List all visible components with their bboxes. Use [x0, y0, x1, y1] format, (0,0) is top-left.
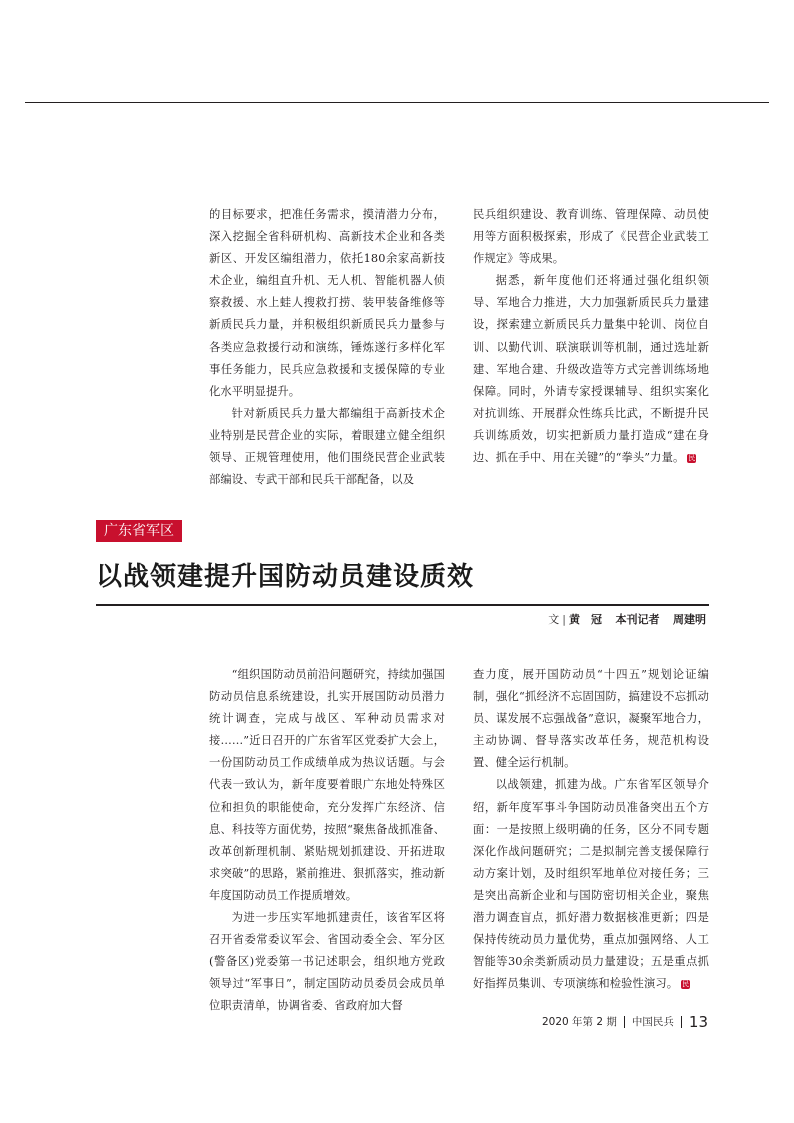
paragraph: 查力度，展开国防动员“十四五”规划论证编制，强化“抓经济不忘固国防，搞建设不忘抓动员、谋发展不忘强战备”意识，凝聚军地合力，主动协调、督导落实改革任务，规范机构设置、健全运行机制。 [473, 668, 709, 770]
paragraph: 民兵组织建设、教育训练、管理保障、动员使用等方面积极探索，形成了《民营企业武装工作规定》等成果。 [473, 208, 709, 266]
top-right-column [473, 204, 709, 469]
byline-separator: | [562, 613, 566, 626]
issue-label: 2020 年第 2 期 [541, 1016, 617, 1028]
paragraph: 针对新质民兵力量大都编组于高新技术企业特别是民营企业的实际，着眼建立健全组织领导、正规管理使用，他们围绕民营企业武装部编设、专武干部和民兵干部配备，以及 [209, 406, 445, 487]
end-mark-icon: 民 [682, 980, 690, 989]
top-left-column [209, 204, 445, 491]
byline-label: 文 [548, 613, 560, 626]
paragraph: 为进一步压实军地抓建责任，该省军区将召开省委常委议军会、省国动委全会、军分区(警备区)党委第一书记述职会，组织地方党政领导过“军事日”，制定国防动员委员会成员单位职责清单，协调省委、省政府加大督 [209, 911, 445, 1013]
magazine-name: 中国民兵 [631, 1016, 674, 1028]
article-headline: 以战领建提升国防动员建设质效 [96, 562, 475, 592]
footer-divider [624, 1016, 625, 1028]
paragraph [473, 270, 709, 469]
paragraph: “组织国防动员前沿问题研究，持续加强国防动员信息系统建设，扎实开展国防动员潜力统计调查，完成与战区、军种动员需求对接……”近日召开的广东省军区党委扩大会上，一份国防动员工作成绩单成为热议话题。与会代表一致认为，新年度要着眼广东地处特殊区位和担负的职能使命，充分发挥广东经济、信息、科技等方面优势，按照“聚焦备战抓准备、改革创新理机制、紧贴规划抓建设、开拓进取求突破”的思路，紧前推进、狠抓落实，推动新年度国防动员工作提质增效。 [209, 668, 445, 902]
headline-rule [96, 604, 709, 606]
paragraph-text: 以战领建，抓建为战。广东省军区领导介绍，新年度军事斗争国防动员准备突出五个方面：一是按照上级明确的任务，区分不同专题深化作战问题研究；二是拟制完善支援保障行动方案计划，及时组织军地单位对接任务；三是突出高新企业和与国防密切相关企业，聚焦潜力调查盲点，抓好潜力数据核准更新；四是保持传统动员力量优势，重点加强网络、人工智能等30余类新质动员力量建设；五是重点抓好指挥员集训、专项演练和检验性演习。 [473, 778, 709, 991]
byline-reporter: 周建明 [673, 613, 706, 626]
section-tag: 广东省军区 [96, 520, 182, 542]
article-right-column [473, 664, 709, 995]
paragraph [473, 774, 709, 995]
byline-reporter-label: 本刊记者 [615, 613, 660, 626]
paragraph-text: 据悉，新年度他们还将通过强化组织领导、军地合力推进，大力加强新质民兵力量建设，探索建立新质民兵力量集中轮训、岗位自训、以勤代训、联演联训等机制，通过选址新建、军地合建、升级改造等方式完善训练场地保障。同时，外请专家授课辅导、组织实案化对抗训练、开展群众性练兵比武，不断提升民兵训练质效，切实把新质力量打造成“建在身边、抓在手中、用在关键”的“拳头”力量。 [473, 274, 709, 465]
byline-author: 黄 冠 [569, 613, 602, 626]
page-footer [542, 1014, 708, 1030]
article-left-column [209, 664, 445, 1018]
header-rule [25, 102, 769, 103]
paragraph: 的目标要求，把准任务需求，摸清潜力分布，深入挖掘全省科研机构、高新技术企业和各类新区、开发区编组潜力，依托180余家高新技术企业，编组直升机、无人机、智能机器人侦察救援、水上蛙人搜救打捞、装甲装备维修等新质民兵力量，并积极组织新质民兵力量参与各类应急救援行动和演练，锤炼遂行多样化军事任务能力，民兵应急救援和支援保障的专业化水平明显提升。 [209, 208, 445, 398]
end-mark-icon: 民 [688, 454, 696, 463]
footer-divider [681, 1016, 682, 1028]
byline [548, 612, 706, 628]
page-number: 13 [688, 1013, 708, 1031]
